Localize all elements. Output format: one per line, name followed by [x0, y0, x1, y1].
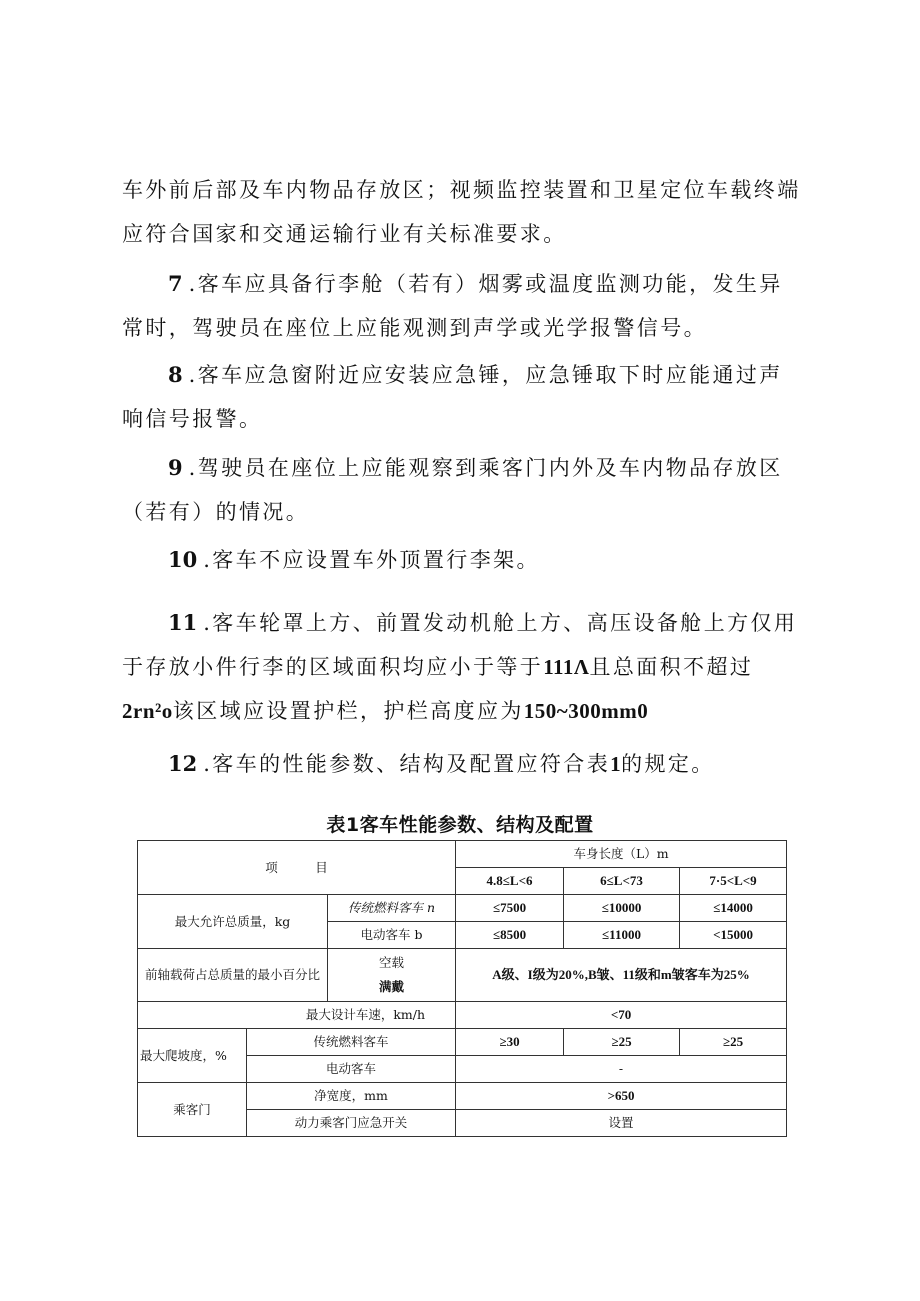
table-cell: ≥30 — [456, 1029, 564, 1056]
door-label: 乘客门 — [138, 1083, 247, 1137]
speed-label: 最大设计车速，km/h — [138, 1002, 456, 1029]
mass-ev-label: 电动客车 b — [328, 922, 456, 949]
item-number: 10 — [168, 547, 198, 572]
mass-label: 最大允许总质量，kg — [138, 895, 328, 949]
table-cell: ≥25 — [564, 1029, 680, 1056]
speed-value: <70 — [456, 1002, 787, 1029]
paragraph-item-8 — [122, 353, 802, 441]
axle-empty-label: 空载 — [379, 955, 405, 970]
table-cell: <15000 — [680, 922, 787, 949]
paragraph-item-12 — [122, 742, 802, 786]
spec-table — [137, 840, 787, 1137]
paragraph-item-7 — [122, 262, 802, 350]
item-number: 11 — [168, 610, 198, 635]
paragraph-text: .客车的性能参数、结构及配置应符合表 — [203, 752, 611, 776]
table-row — [138, 1083, 787, 1110]
climb-fuel-label: 传统燃料客车 — [247, 1029, 456, 1056]
climb-ev-value: - — [456, 1056, 787, 1083]
item-number: 7 — [168, 271, 183, 296]
table-cell: ≤14000 — [680, 895, 787, 922]
table-header-row — [138, 841, 787, 868]
door-switch-value: 设置 — [456, 1110, 787, 1137]
table-row — [138, 895, 787, 922]
paragraph-text: 的规定。 — [621, 752, 715, 776]
paragraph-text: .客车应急窗附近应安装应急锤，应急锤取下时应能通过声响信号报警。 — [122, 363, 783, 431]
header-col-2: 6≤L<73 — [564, 868, 680, 895]
table-cell: ≤11000 — [564, 922, 680, 949]
climb-ev-label: 电动客车 — [247, 1056, 456, 1083]
paragraph-text: .客车轮罩上方、前置发动机舱上方、高压设备舱上方仅用于存放小件行李的区域面积均应小于等于 — [122, 611, 798, 679]
paragraph-item-10 — [122, 538, 802, 582]
area-value: 111Λ — [543, 655, 590, 679]
door-width-label: 净宽度，mm — [247, 1083, 456, 1110]
rail-height-value: 150~300mm0 — [523, 699, 649, 723]
axle-load-state — [328, 949, 456, 1002]
paragraph-text: .客车应具备行李舱（若有）烟雾或温度监测功能，发生异常时，驾驶员在座位上应能观测到声学或光学报警信号。 — [122, 272, 783, 340]
axle-value: A级、I级为20%,B皱、11级和m皱客车为25% — [456, 949, 787, 1002]
table-row — [138, 1029, 787, 1056]
table-row — [138, 1002, 787, 1029]
axle-full-label: 满戴 — [379, 979, 405, 994]
table-caption: 表1客车性能参数、结构及配置 — [326, 814, 594, 836]
header-col-1: 4.8≤L<6 — [456, 868, 564, 895]
door-width-value: >650 — [456, 1083, 787, 1110]
item-number: 9 — [168, 455, 183, 480]
table-cell: ≤10000 — [564, 895, 680, 922]
paragraph-item-11 — [122, 601, 802, 733]
table-cell: ≤7500 — [456, 895, 564, 922]
table-row — [138, 949, 787, 1002]
header-col-3: 7·5<L<9 — [680, 868, 787, 895]
paragraph-text: .驾驶员在座位上应能观察到乘客门内外及车内物品存放区（若有）的情况。 — [122, 456, 783, 524]
table-reference: 1 — [610, 752, 622, 776]
header-item: 项 目 — [138, 841, 456, 895]
item-number: 12 — [168, 751, 198, 776]
paragraph-text: 车外前后部及车内物品存放区；视频监控装置和卫星定位车载终端应符合国家和交通运输行业有关标准要求。 — [122, 178, 801, 246]
table-cell: ≥25 — [680, 1029, 787, 1056]
paragraph-item-9 — [122, 446, 802, 534]
paragraph-text: 且总面积不超过 — [589, 655, 754, 679]
item-number: 8 — [168, 362, 183, 387]
paragraph-continuation — [122, 168, 802, 256]
paragraph-text: .客车不应设置车外顶置行李架。 — [203, 548, 540, 572]
axle-label: 前轴载荷占总质量的最小百分比 — [138, 949, 328, 1002]
mass-fuel-label: 传统燃料客车 n — [328, 895, 456, 922]
total-area-value: 2rn²o — [122, 699, 173, 723]
header-length-group: 车身长度（L）m — [456, 841, 787, 868]
climb-label: 最大爬坡度，% — [138, 1029, 247, 1083]
table-cell: ≤8500 — [456, 922, 564, 949]
paragraph-text: 该区域应设置护栏，护栏高度应为 — [172, 699, 524, 723]
door-switch-label: 动力乘客门应急开关 — [247, 1110, 456, 1137]
